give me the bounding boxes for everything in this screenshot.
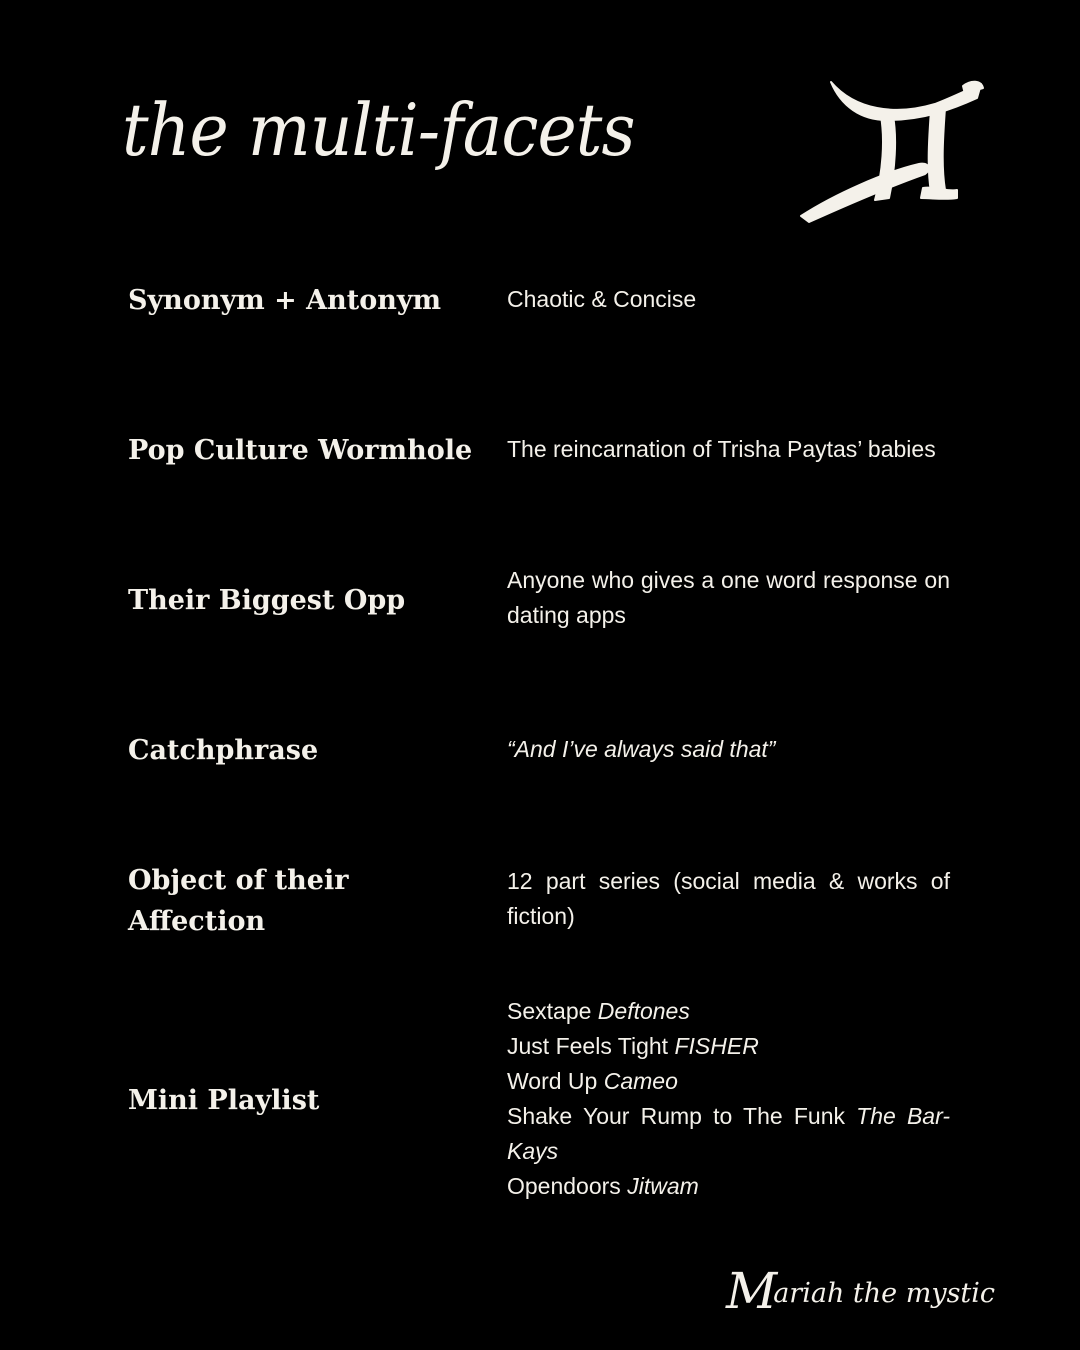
facet-label: Their Biggest Opp — [128, 585, 406, 616]
facet-label: Pop Culture Wormhole — [128, 435, 473, 466]
facet-value: “And I’ve always said that” — [507, 736, 776, 762]
facet-label: Synonym + Antonym — [128, 285, 442, 316]
playlist-label: Mini Playlist — [128, 1085, 320, 1116]
playlist-track — [507, 1169, 950, 1204]
facet-label: Object of their Affection — [128, 865, 349, 937]
facet-value: The reincarnation of Trisha Paytas’ babies — [507, 436, 936, 462]
facet-value: 12 part series (social media & works of fiction) — [507, 868, 950, 929]
playlist-track — [507, 1099, 950, 1169]
playlist-track — [507, 1029, 950, 1064]
playlist-track — [507, 1064, 950, 1099]
facet-value: Anyone who gives a one word response on dating apps — [507, 567, 950, 628]
track-artist: Jitwam — [627, 1173, 699, 1199]
signature-initial: M — [726, 1262, 778, 1320]
playlist-track — [507, 994, 950, 1029]
track-artist: FISHER — [674, 1033, 759, 1059]
track-artist: Deftones — [597, 998, 690, 1024]
signature-rest: ariah the mystic — [773, 1278, 996, 1309]
track-artist: Cameo — [603, 1068, 678, 1094]
page-title: the multi-facets — [122, 88, 635, 172]
track-song: Opendoors — [507, 1173, 621, 1199]
track-song: Shake Your Rump to The Funk — [507, 1103, 845, 1129]
track-artist: The Bar-Kays — [507, 1103, 951, 1164]
track-song: Sextape — [507, 998, 592, 1024]
facet-label: Catchphrase — [128, 735, 319, 766]
facet-value: Chaotic & Concise — [507, 286, 697, 312]
gemini-glyph-icon — [795, 76, 987, 224]
signature — [726, 1262, 995, 1320]
track-song: Just Feels Tight — [507, 1033, 669, 1059]
playlist-list — [507, 994, 950, 1204]
track-song: Word Up — [507, 1068, 598, 1094]
